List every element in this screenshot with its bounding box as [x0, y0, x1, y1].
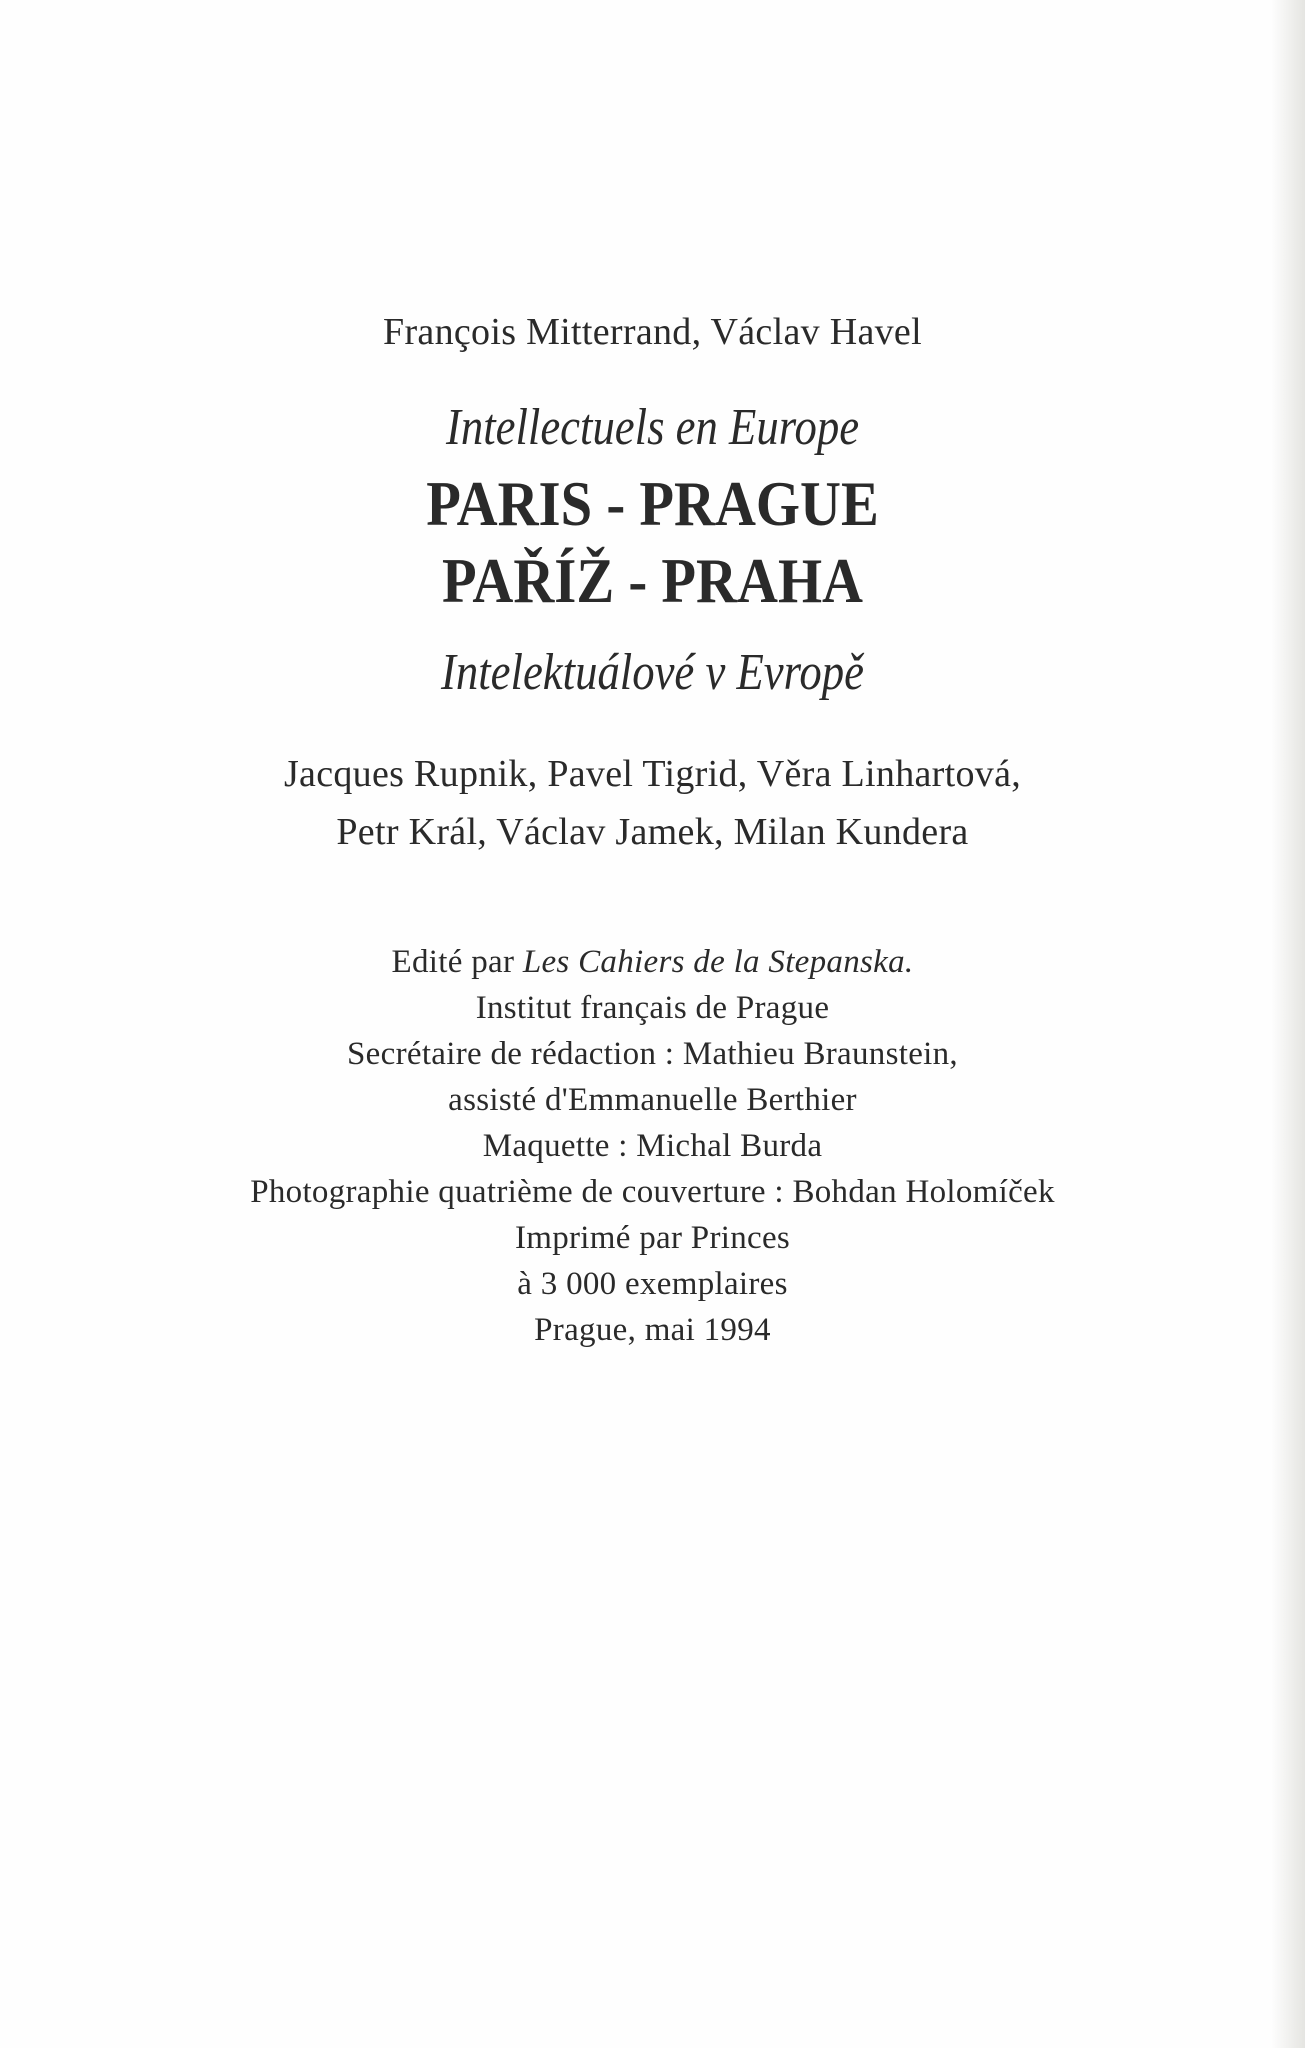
colophon-editorial-secretary: Secrétaire de rédaction : Mathieu Braunstein, — [347, 1036, 958, 1072]
colophon-print-run: à 3 000 exemplaires — [517, 1266, 788, 1302]
czech-subtitle: Intelektuálové v Evropě — [441, 644, 864, 701]
colophon-layout: Maquette : Michal Burda — [482, 1128, 823, 1164]
colophon-institute: Institut français de Prague — [475, 990, 830, 1026]
colophon-edited-by — [0, 944, 1305, 981]
colophon-assistant: assisté d'Emmanuelle Berthier — [448, 1082, 857, 1118]
french-subtitle: Intellectuels en Europe — [445, 399, 860, 456]
contributors-line-2: Petr Král, Václav Jamek, Milan Kundera — [336, 811, 969, 853]
main-authors: François Mitterrand, Václav Havel — [383, 311, 922, 353]
publication-name: Les Cahiers de la Stepanska. — [522, 944, 914, 980]
contributors-line-1: Jacques Rupnik, Pavel Tigrid, Věra Linhartová, — [283, 753, 1022, 795]
colophon-printer: Imprimé par Princes — [514, 1220, 791, 1256]
czech-title: PAŘÍŽ - PRAHA — [441, 546, 864, 616]
french-title: PARIS - PRAGUE — [426, 469, 879, 539]
colophon-place-date: Prague, mai 1994 — [534, 1312, 771, 1348]
edited-by-label: Edité par — [391, 944, 523, 980]
colophon-photography: Photographie quatrième de couverture : Bohdan Holomíček — [250, 1174, 1055, 1210]
